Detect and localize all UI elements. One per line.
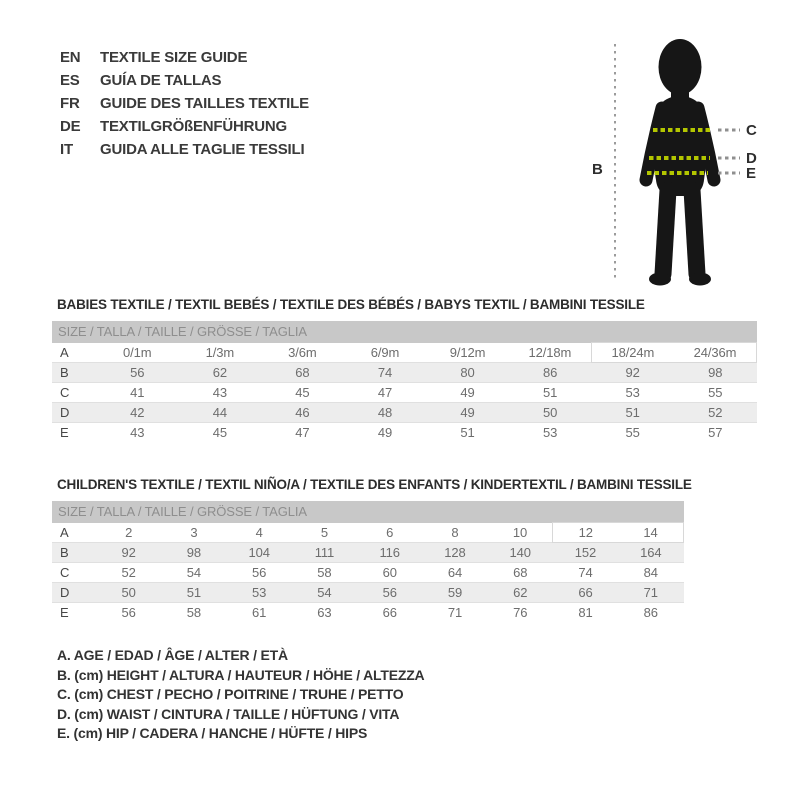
row-label: C bbox=[60, 385, 70, 400]
table-cell: 51 bbox=[542, 385, 558, 400]
table-cell: 53 bbox=[542, 425, 558, 440]
table-cell: 80 bbox=[426, 363, 509, 383]
table-cell: 50 bbox=[509, 403, 592, 423]
row-label: E bbox=[60, 605, 69, 620]
table-cell: 12 bbox=[553, 523, 618, 543]
table-cell: 10 bbox=[512, 524, 528, 540]
table-cell: 54 bbox=[186, 565, 202, 580]
legend-item: E. (cm) HIP / CADERA / HANCHE / HÜFTE / HIPS bbox=[57, 725, 368, 741]
table-cell: 1/3m bbox=[205, 344, 235, 360]
language-row bbox=[60, 69, 309, 92]
table-cell: 47 bbox=[377, 385, 393, 400]
table-cell: 66 bbox=[382, 605, 397, 620]
table-cell: 92 bbox=[96, 543, 161, 563]
size-table-header-row bbox=[52, 501, 684, 523]
babies-section-heading: BABIES TEXTILE / TEXTIL BEBÉS / TEXTILE DES BÉBÉS / BABYS TEXTIL / BAMBINI TESSILE bbox=[57, 297, 645, 312]
table-cell: 86 bbox=[643, 605, 658, 620]
row-label: B bbox=[52, 363, 96, 383]
table-row-a bbox=[52, 343, 757, 363]
table-cell: 4 bbox=[255, 524, 263, 540]
table-cell: 63 bbox=[317, 605, 332, 620]
table-cell: 60 bbox=[382, 565, 397, 580]
waist-label: D bbox=[746, 150, 757, 167]
row-label: D bbox=[52, 583, 96, 603]
table-cell: 164 bbox=[618, 543, 683, 563]
table-cell: 71 bbox=[618, 583, 683, 603]
language-title: TEXTILGRÖßENFÜHRUNG bbox=[100, 118, 288, 135]
table-cell: 41 bbox=[130, 385, 145, 400]
legend-item: C. (cm) CHEST / PECHO / POITRINE / TRUHE / PETTO bbox=[57, 686, 404, 702]
silhouette-left-foot bbox=[649, 273, 671, 286]
silhouette-right-foot bbox=[689, 273, 711, 286]
table-cell: 44 bbox=[179, 403, 262, 423]
table-cell: 57 bbox=[708, 425, 723, 440]
table-cell: 51 bbox=[460, 425, 475, 440]
babies-size-table bbox=[52, 321, 757, 442]
language-code: FR bbox=[60, 95, 80, 112]
table-cell: 8 bbox=[451, 524, 459, 540]
table-cell: 12/18m bbox=[528, 344, 572, 360]
chest-label: C bbox=[746, 122, 757, 139]
language-row bbox=[60, 46, 309, 69]
table-cell: 92 bbox=[591, 363, 674, 383]
table-cell: 74 bbox=[344, 363, 427, 383]
table-cell: 98 bbox=[161, 543, 226, 563]
table-cell: 56 bbox=[357, 583, 422, 603]
table-cell: 56 bbox=[252, 565, 267, 580]
table-cell: 6 bbox=[386, 524, 394, 540]
table-cell: 68 bbox=[513, 565, 528, 580]
legend-item: A. AGE / EDAD / ÂGE / ALTER / ETÀ bbox=[57, 647, 288, 663]
table-cell: 81 bbox=[578, 605, 593, 620]
table-cell: 104 bbox=[227, 543, 292, 563]
table-cell: 46 bbox=[261, 403, 344, 423]
table-cell: 47 bbox=[295, 425, 310, 440]
table-cell: 2 bbox=[125, 524, 133, 540]
table-cell: 3 bbox=[190, 524, 198, 540]
row-label: A bbox=[60, 524, 69, 540]
table-row-b bbox=[52, 363, 757, 383]
language-row bbox=[60, 115, 309, 138]
children-section-heading: CHILDREN'S TEXTILE / TEXTIL NIÑO/A / TEXTILE DES ENFANTS / KINDERTEXTIL / BAMBINI TESSILE bbox=[57, 477, 692, 492]
table-cell: 51 bbox=[591, 403, 674, 423]
table-cell: 45 bbox=[295, 385, 310, 400]
row-label: C bbox=[60, 565, 70, 580]
silhouette-left-leg bbox=[663, 190, 668, 274]
table-row-c bbox=[52, 563, 684, 583]
table-cell: 52 bbox=[121, 565, 136, 580]
size-table-header: SIZE / TALLA / TAILLE / GRÖSSE / TAGLIA bbox=[52, 501, 684, 523]
table-cell: 49 bbox=[377, 425, 393, 440]
table-cell: 6/9m bbox=[370, 344, 400, 360]
table-cell: 45 bbox=[212, 425, 227, 440]
row-label: A bbox=[60, 344, 69, 360]
table-cell: 0/1m bbox=[123, 344, 152, 360]
table-cell: 152 bbox=[553, 543, 618, 563]
table-cell: 49 bbox=[460, 385, 475, 400]
table-cell: 56 bbox=[96, 363, 179, 383]
table-cell: 62 bbox=[179, 363, 262, 383]
table-cell: 58 bbox=[186, 605, 202, 620]
table-cell: 55 bbox=[708, 385, 723, 400]
language-title: GUIDE DES TAILLES TEXTILE bbox=[100, 95, 309, 112]
child-silhouette-figure bbox=[583, 28, 765, 296]
table-row-a bbox=[52, 523, 684, 543]
table-cell: 86 bbox=[509, 363, 592, 383]
hip-label: E bbox=[746, 165, 757, 182]
silhouette-right-leg bbox=[692, 190, 697, 274]
row-label: D bbox=[52, 403, 96, 423]
table-cell: 64 bbox=[447, 565, 463, 580]
table-row-b bbox=[52, 543, 684, 563]
table-row-e bbox=[52, 603, 684, 623]
table-cell: 42 bbox=[96, 403, 179, 423]
table-cell: 49 bbox=[426, 403, 509, 423]
row-label: E bbox=[60, 425, 69, 440]
table-cell: 140 bbox=[488, 543, 553, 563]
language-title-list bbox=[60, 46, 309, 161]
table-cell: 43 bbox=[212, 385, 227, 400]
table-cell: 51 bbox=[161, 583, 226, 603]
table-cell: 116 bbox=[357, 543, 422, 563]
table-cell: 84 bbox=[643, 565, 658, 580]
size-table-header-row bbox=[52, 321, 757, 343]
language-title: GUÍA DE TALLAS bbox=[100, 72, 222, 89]
height-label: B bbox=[592, 161, 603, 178]
language-code: IT bbox=[60, 141, 73, 158]
table-cell: 48 bbox=[344, 403, 427, 423]
language-title: TEXTILE SIZE GUIDE bbox=[100, 49, 248, 66]
language-title: GUIDA ALLE TAGLIE TESSILI bbox=[100, 141, 305, 158]
language-row bbox=[60, 92, 309, 115]
language-code: ES bbox=[60, 72, 80, 89]
table-cell: 9/12m bbox=[449, 344, 486, 360]
table-cell: 62 bbox=[488, 583, 553, 603]
table-cell: 43 bbox=[130, 425, 145, 440]
row-label: B bbox=[52, 543, 96, 563]
table-cell: 59 bbox=[422, 583, 487, 603]
table-cell: 56 bbox=[121, 605, 136, 620]
table-cell: 3/6m bbox=[288, 344, 317, 360]
table-cell: 14 bbox=[618, 523, 683, 543]
table-row-e bbox=[52, 423, 757, 443]
table-cell: 66 bbox=[553, 583, 618, 603]
size-table-header: SIZE / TALLA / TAILLE / GRÖSSE / TAGLIA bbox=[52, 321, 757, 343]
table-cell: 111 bbox=[292, 543, 357, 563]
table-row-d bbox=[52, 583, 684, 603]
table-cell: 55 bbox=[625, 425, 640, 440]
language-code: EN bbox=[60, 49, 81, 66]
measurement-legend bbox=[57, 646, 424, 744]
table-cell: 128 bbox=[422, 543, 487, 563]
language-code: DE bbox=[60, 118, 81, 135]
table-cell: 61 bbox=[252, 605, 267, 620]
table-cell: 74 bbox=[578, 565, 593, 580]
table-cell: 5 bbox=[320, 524, 328, 540]
table-cell: 24/36m bbox=[674, 343, 757, 363]
table-cell: 53 bbox=[227, 583, 292, 603]
table-cell: 54 bbox=[292, 583, 357, 603]
table-cell: 71 bbox=[447, 605, 463, 620]
table-row-c bbox=[52, 383, 757, 403]
legend-item: D. (cm) WAIST / CINTURA / TAILLE / HÜFTUNG / VITA bbox=[57, 705, 400, 722]
table-cell: 52 bbox=[674, 403, 757, 423]
table-cell: 18/24m bbox=[591, 343, 674, 363]
table-row-d bbox=[52, 403, 757, 423]
table-cell: 58 bbox=[317, 565, 332, 580]
table-cell: 50 bbox=[96, 583, 161, 603]
table-cell: 68 bbox=[261, 363, 344, 383]
legend-item: B. (cm) HEIGHT / ALTURA / HAUTEUR / HÖHE / ALTEZZA bbox=[57, 666, 425, 683]
children-size-table bbox=[52, 501, 684, 622]
child-silhouette bbox=[646, 39, 714, 286]
table-cell: 98 bbox=[674, 363, 757, 383]
language-row bbox=[60, 138, 309, 161]
table-cell: 53 bbox=[625, 385, 640, 400]
table-cell: 76 bbox=[513, 605, 528, 620]
